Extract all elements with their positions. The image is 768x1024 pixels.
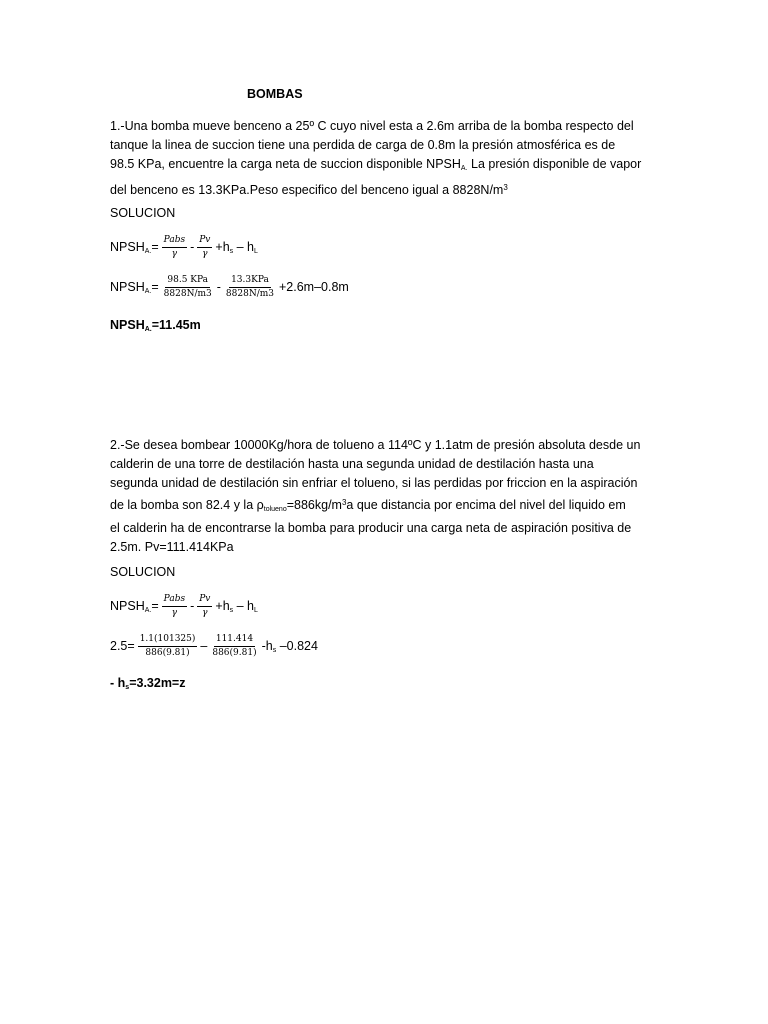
problem-2-line-3: segunda unidad de destilación sin enfriar el tolueno, si las perdidas por friccion en la aspiración: [110, 476, 638, 490]
problem-1-statement: [110, 117, 670, 200]
fraction-pabs-value: $\frac{1.1(101325)}{886(9.81)}$: [139, 633, 196, 658]
problem-2-solucion-heading: SOLUCION: [110, 565, 176, 579]
problem-2-result: - $h_s=3.32m=z$: [110, 676, 186, 691]
npsh-label: $NPSH_{A.}=$: [110, 239, 159, 255]
problem-1-line-2: tanque la linea de succion tiene una perdida de carga de 0.8m la presión atmosférica es de: [110, 138, 616, 152]
problem-1-solucion-heading: SOLUCION: [110, 206, 176, 220]
problem-2-line-5: el calderin ha de encontrarse la bomba para producir una carga neta de aspiración positiva de: [110, 521, 632, 535]
problem-1-line-4: del benceno es 13.3KPa.Peso especifico del benceno igual a $8828N/m^3$: [110, 183, 508, 197]
page-title: BOMBAS: [247, 87, 303, 101]
problem-2-line-6: 2.5m. Pv=111.414KPa: [110, 540, 234, 554]
fraction-pv-gamma: $\frac{Pv}{\gamma}$: [199, 234, 211, 259]
problem-1-equation-1: $NPSH_{A.}=$ $\frac{\text{Pabs}}{\gamma}$ - $\frac{Pv}{\gamma}$ $+h_s - h_L$: [110, 234, 258, 259]
fraction-patm: $\frac{\text{98.5 KPa}}{8828N/m3}$: [163, 274, 212, 299]
fraction-pv-gamma: $\frac{Pv}{\gamma}$: [199, 593, 211, 618]
problem-1-equation-2: $NPSH_{A.}=$ $\frac{\text{98.5 KPa}}{8828N/m3}$ - $\frac{\text{13.3KPa}}{8828N/m3}$ +2.6m–0.8m: [110, 274, 349, 299]
problem-2-statement: [110, 436, 670, 557]
problem-1-result: $NPSH_{A.}=11.45m$: [110, 318, 201, 333]
fraction-pv-value: $\frac{111.414}{886(9.81)}$: [212, 633, 257, 658]
fraction-pabs-gamma: $\frac{\text{Pabs}}{\gamma}$: [163, 593, 186, 618]
problem-1-line-1: 1.-Una bomba mueve benceno a 25º C cuyo nivel esta a 2.6m arriba de la bomba respecto del: [110, 119, 634, 133]
fraction-pv: $\frac{\text{13.3KPa}}{8828N/m3}$: [225, 274, 274, 299]
problem-2-line-2: calderin de una torre de destilación hasta una segunda unidad de destilación hasta una: [110, 457, 594, 471]
problem-2-line-4: de la bomba son 82.4 y la $\rho_{tolueno}=886kg/m^3a$ que distancia por encima del nivel del liquido em: [110, 498, 626, 513]
problem-2-equation-1: $NPSH_{A.}=$ $\frac{\text{Pabs}}{\gamma}$ - $\frac{Pv}{\gamma}$ $+h_s - h_L$: [110, 593, 258, 618]
fraction-pabs-gamma: $\frac{\text{Pabs}}{\gamma}$: [163, 234, 186, 259]
problem-2-equation-2: 2.5= $\frac{1.1(101325)}{886(9.81)}$ – $\frac{111.414}{886(9.81)}$ $-h_s$ –0.824: [110, 633, 318, 658]
problem-1-line-3: 98.5 KPa, encuentre la carga neta de succion disponible $NPSH_{A.}$ La presión disponible de vapor: [110, 157, 642, 172]
problem-2-line-1: 2.-Se desea bombear 10000Kg/hora de tolueno a 114ºC y 1.1atm de presión absoluta desde un: [110, 438, 641, 452]
